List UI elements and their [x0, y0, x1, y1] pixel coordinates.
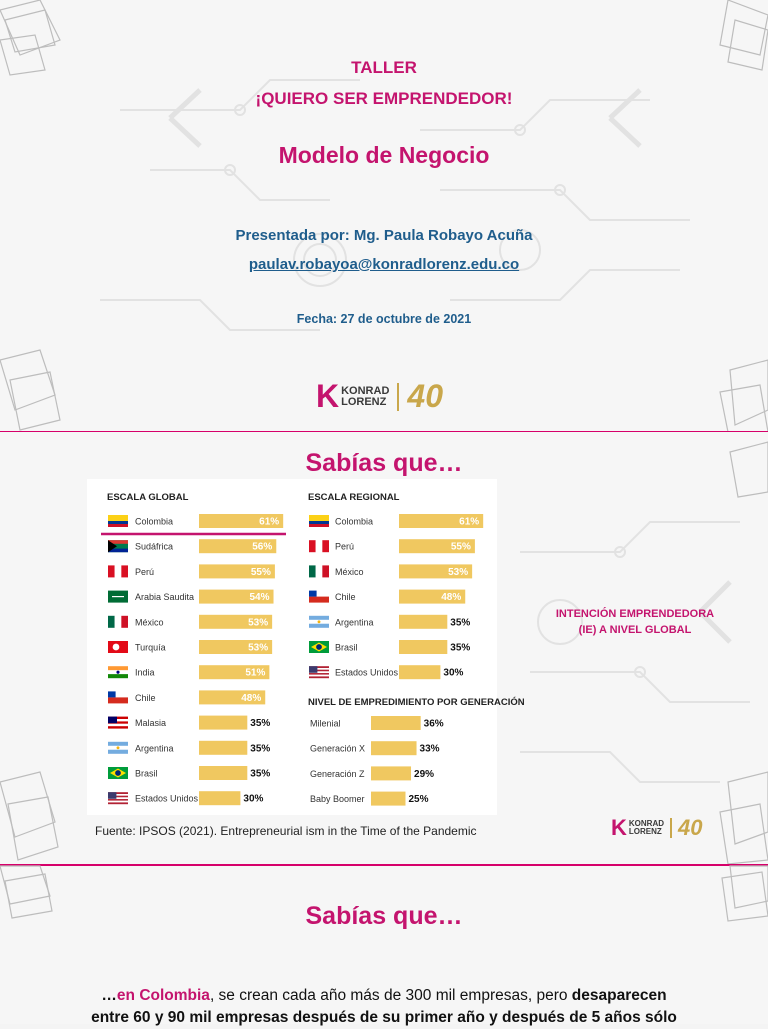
value-label-chile: 48%: [441, 592, 462, 604]
flag-us-icon: [108, 802, 128, 804]
value-label-milenial: 36%: [423, 718, 444, 730]
category-label-colombia: Colombia: [135, 516, 174, 527]
flag-us-icon: [108, 801, 128, 803]
flag-co-icon: [108, 515, 128, 521]
fact-highlight: en Colombia: [116, 987, 210, 1004]
value-label-brasil: 35%: [250, 768, 271, 780]
value-label-estados-unidos: 30%: [243, 793, 264, 805]
value-label-mexico: 53%: [448, 566, 469, 578]
ie-side-note: INTENCIÓN EMPRENDEDORA (IE) A NIVEL GLOBAL: [555, 608, 715, 636]
flag-cl-icon: [108, 697, 128, 703]
value-label-peru: 55%: [250, 566, 271, 578]
flag-cl-icon: [108, 691, 116, 697]
flag-us-icon: [108, 792, 116, 799]
flag-ar-icon: [117, 746, 120, 749]
flag-mx-icon: [108, 616, 115, 628]
flag-in-icon: [108, 666, 128, 670]
flag-us-icon: [309, 676, 329, 678]
flag-pe-icon: [316, 540, 323, 552]
bar-brasil: [399, 640, 447, 654]
flag-co-icon: [309, 521, 329, 524]
flag-in-icon: [108, 674, 128, 678]
value-label-colombia: 61%: [459, 516, 480, 528]
category-label-mexico: México: [335, 566, 364, 577]
category-label-india: India: [135, 667, 155, 678]
title-slide: [0, 0, 768, 432]
category-label-mexico: México: [135, 617, 164, 628]
flag-my-icon: [108, 726, 128, 728]
flag-us-icon: [309, 666, 317, 673]
flag-ar-icon: [108, 750, 128, 754]
category-label-argentina: Argentina: [335, 617, 374, 628]
fact-ellipsis: …: [101, 987, 117, 1004]
value-label-generacion-z: 29%: [414, 768, 435, 780]
flag-co-icon: [108, 524, 128, 527]
value-label-argentina: 35%: [450, 617, 471, 629]
ie-chart-panel: [87, 479, 525, 815]
category-label-argentina: Argentina: [135, 743, 174, 754]
fact-text-line2: entre 60 y 90 mil empresas después de su primer año y después de 5 años sólo: [91, 1009, 677, 1026]
value-label-india: 51%: [245, 667, 266, 679]
flag-us-icon: [309, 673, 329, 675]
logo-wordmark: KONRAD LORENZ: [341, 384, 390, 408]
category-label-baby-boomer: Baby Boomer: [310, 794, 365, 805]
flag-tr-icon: [113, 644, 120, 651]
flag-ar-icon: [309, 624, 329, 628]
flag-mx-icon: [121, 616, 128, 628]
konrad-lorenz-logo: [316, 378, 443, 415]
flag-in-icon: [116, 671, 119, 674]
bar-generacion-z: [371, 766, 411, 780]
category-label-generacion-z: Generación Z: [310, 768, 365, 779]
email-link[interactable]: paulav.robayoa@konradlorenz.edu.co: [248, 256, 520, 273]
bar-brasil: [199, 766, 247, 780]
flag-mx-icon: [322, 565, 329, 577]
flag-ar-icon: [309, 616, 329, 620]
logo-wordmark: KONRAD LORENZ: [628, 819, 664, 836]
bar-malasia: [199, 716, 247, 730]
category-label-generacion-x: Generación X: [310, 743, 366, 754]
flag-br-icon: [115, 770, 121, 776]
category-label-turquia: Turquía: [135, 642, 166, 653]
value-label-turquia: 53%: [248, 642, 269, 654]
category-label-estados-unidos: Estados Unidos: [135, 793, 199, 804]
flag-us-icon: [309, 675, 329, 677]
flag-ar-icon: [108, 742, 128, 746]
category-label-malasia: Malasia: [135, 718, 167, 729]
section-heading-2: Sabías que…: [305, 902, 463, 930]
bar-baby-boomer: [371, 792, 406, 806]
bar-milenial: [371, 716, 421, 730]
logo-k-mark: K: [316, 378, 340, 414]
value-label-estados-unidos: 30%: [443, 667, 464, 679]
flag-pe-icon: [322, 540, 329, 552]
fact-paragraph: [40, 985, 728, 1029]
chart-title-global: ESCALA GLOBAL: [107, 492, 189, 503]
value-label-malasia: 35%: [250, 718, 271, 730]
logo-divider: [397, 383, 399, 411]
workshop-title: ¡QUIERO SER EMPRENDEDOR!: [255, 89, 513, 108]
chart-title-regional: ESCALA REGIONAL: [308, 492, 400, 503]
presenter-text: Presentada por: Mg. Paula Robayo Acuña: [235, 227, 533, 244]
category-label-peru: Perú: [135, 566, 155, 577]
bar-estados-unidos: [199, 791, 240, 805]
flag-co-icon: [108, 521, 128, 524]
flag-pe-icon: [115, 565, 122, 577]
category-label-chile: Chile: [335, 592, 356, 603]
flag-pe-icon: [108, 565, 115, 577]
bar-generacion-x: [371, 741, 417, 755]
category-label-brasil: Brasil: [335, 642, 358, 653]
flag-co-icon: [309, 515, 329, 521]
flag-pe-icon: [309, 540, 316, 552]
fact-bold: desaparecen: [571, 987, 667, 1004]
flag-cl-icon: [309, 591, 317, 597]
chart-title-generation: NIVEL DE EMPREDIMIENTO POR GENERACIÓN: [308, 697, 525, 708]
flag-us-icon: [108, 799, 128, 801]
bar-argentina: [199, 741, 247, 755]
bar-argentina: [399, 615, 447, 629]
category-label-peru: Perú: [335, 541, 355, 552]
flag-br-icon: [316, 644, 322, 650]
category-label-colombia: Colombia: [335, 516, 374, 527]
flag-my-icon: [108, 717, 117, 724]
category-label-milenial: Milenial: [310, 718, 341, 729]
ie-chart: [87, 479, 525, 815]
flag-cl-icon: [309, 597, 329, 603]
category-label-sudafrica: Sudáfrica: [135, 541, 174, 552]
logo-40-years: 40: [407, 378, 443, 414]
section-heading: Sabías que…: [305, 449, 463, 477]
value-label-brasil: 35%: [450, 642, 471, 654]
logo-k-mark: K: [611, 815, 627, 840]
fact-text-mid: , se crean cada año más de 300 mil empresas, pero: [209, 987, 572, 1004]
flag-mx-icon: [309, 565, 316, 577]
flag-pe-icon: [121, 565, 128, 577]
value-label-peru: 55%: [450, 541, 471, 553]
workshop-label: TALLER: [351, 58, 417, 77]
bar-estados-unidos: [399, 665, 440, 679]
value-label-chile: 48%: [241, 692, 262, 704]
value-label-argentina: 35%: [250, 743, 271, 755]
chart-source: Fuente: IPSOS (2021). Entrepreneurial ism in the Time of the Pandemic: [95, 824, 477, 838]
konrad-lorenz-logo-small: [611, 815, 702, 841]
value-label-baby-boomer: 25%: [408, 794, 429, 806]
category-label-arabia-saudita: Arabia Saudita: [135, 592, 195, 603]
flag-mx-icon: [115, 616, 122, 628]
flag-ar-icon: [318, 620, 321, 623]
value-label-generacion-x: 33%: [419, 743, 440, 755]
category-label-brasil: Brasil: [135, 768, 158, 779]
logo-40-years: 40: [678, 815, 703, 840]
logo-divider: [670, 818, 672, 838]
flag-my-icon: [108, 724, 128, 726]
page-title: Modelo de Negocio: [278, 142, 490, 168]
value-label-arabia-saudita: 54%: [249, 592, 270, 604]
value-label-colombia: 61%: [259, 516, 280, 528]
category-label-estados-unidos: Estados Unidos: [335, 667, 399, 678]
flag-sa-icon: [112, 596, 124, 597]
flag-co-icon: [309, 524, 329, 527]
value-label-mexico: 53%: [248, 617, 269, 629]
date-text: Fecha: 27 de octubre de 2021: [296, 312, 472, 326]
flag-mx-icon: [316, 565, 323, 577]
value-label-sudafrica: 56%: [252, 541, 273, 553]
category-label-chile: Chile: [135, 692, 156, 703]
